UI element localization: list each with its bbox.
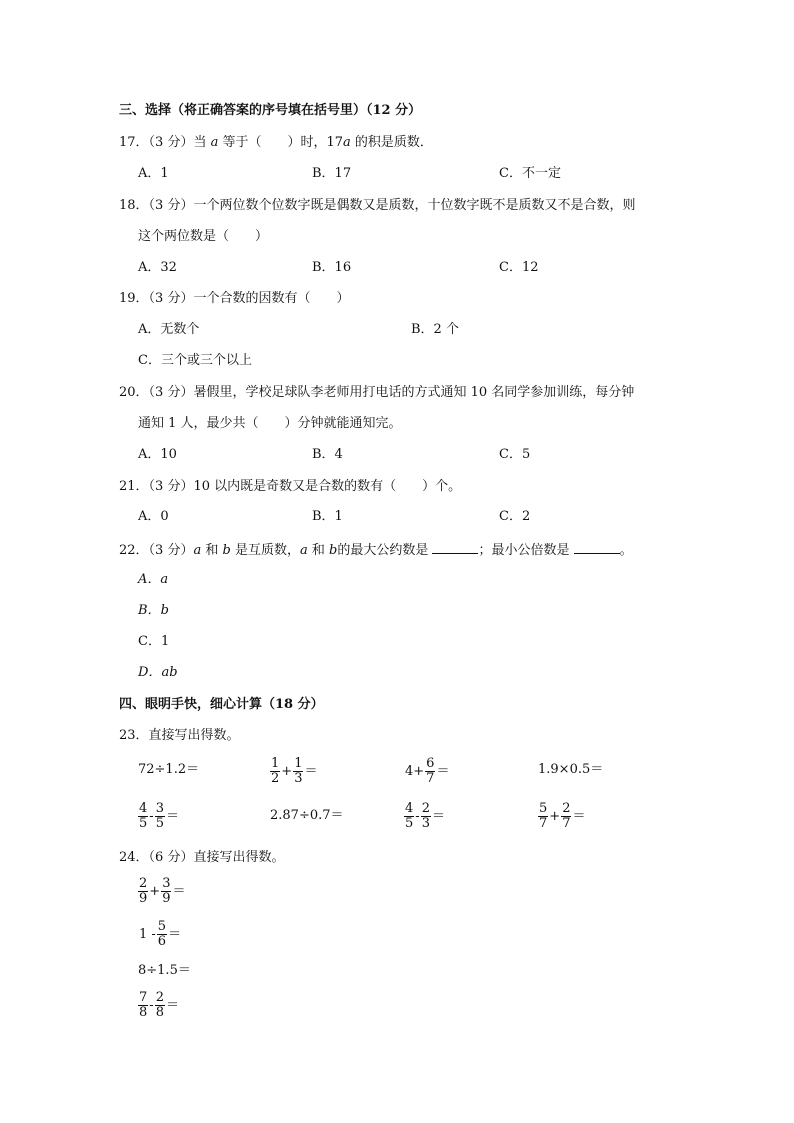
numerator: 6: [426, 756, 435, 771]
q22-var-a: a: [193, 543, 202, 558]
operator: +: [149, 884, 161, 899]
q24-e2-fraction: [157, 920, 167, 949]
q17-option-b: B．17: [312, 166, 352, 181]
q24-expr-3: 8÷1.5＝: [138, 963, 191, 978]
q19-option-a: A．无数个: [138, 322, 200, 337]
denominator: 5: [139, 816, 148, 831]
q23-e5-fraction-1: [138, 802, 148, 831]
q24-e4-fraction-1: [138, 991, 148, 1020]
denominator: 7: [562, 816, 571, 831]
q23-e3-fraction: [425, 757, 435, 786]
question-20-line2: 通知 1 人，最少共（ ）分钟就能通知完。: [138, 416, 402, 431]
q22-var-b-2: b: [328, 543, 338, 558]
q17-option-c: C．不一定: [499, 166, 561, 181]
q22-option-b: [138, 603, 169, 619]
q21-option-b: B．1: [312, 509, 343, 524]
q23-expr-1: 72÷1.2＝: [138, 762, 200, 777]
q20-option-b: B．4: [312, 447, 343, 462]
denominator: 5: [405, 816, 414, 831]
q22-text-coprime: 是互质数，: [230, 543, 300, 558]
q18-option-b: B．16: [312, 260, 352, 275]
q22-var-b: b: [222, 543, 231, 558]
q22-text-end: 。: [619, 543, 633, 558]
denominator: 5: [155, 816, 164, 831]
numerator: 5: [157, 919, 167, 934]
q22-option-d: [138, 665, 178, 681]
denominator: 7: [539, 816, 548, 831]
q22-text-pre: 22．（3 分）: [119, 543, 194, 558]
q24-e1-fraction-1: [138, 877, 148, 906]
q22-option-d-label: D．: [138, 665, 162, 680]
denominator: 9: [139, 891, 148, 906]
operator: -: [149, 998, 154, 1013]
q22-blank-gcd[interactable]: [432, 541, 478, 554]
q23-expr-4: 1.9×0.5＝: [538, 762, 604, 777]
q22-text-and-2: 和: [307, 543, 329, 558]
q22-option-a-value: a: [160, 572, 169, 587]
operator: -: [415, 809, 420, 824]
q17-text-post: 的积是质数．: [350, 135, 433, 150]
q22-option-a: [138, 572, 168, 588]
equals: ＝: [168, 927, 182, 942]
q24-expr-4: [138, 991, 180, 1021]
q22-option-c: C．1: [138, 634, 170, 649]
q19-option-b: B．2 个: [411, 322, 459, 337]
question-17: [119, 135, 433, 151]
q18-option-a: A．32: [138, 260, 177, 275]
numerator: 3: [162, 876, 171, 891]
numerator: 2: [421, 801, 430, 816]
q19-option-c: C．三个或三个以上: [138, 353, 252, 368]
q20-option-a: A．10: [138, 447, 177, 462]
q23-e7-fraction-2: [421, 802, 431, 831]
q22-blank-lcm[interactable]: [574, 541, 620, 554]
numerator: 1: [271, 756, 280, 771]
question-24-title: 24．（6 分）直接写出得数。: [119, 850, 285, 865]
operator: 4+: [405, 764, 425, 779]
operator: +: [281, 764, 293, 779]
q23-expr-2: [270, 757, 318, 787]
q22-text-gcd: 的最大公约数是: [337, 543, 433, 558]
q22-option-b-value: b: [160, 603, 169, 618]
q17-text-mid: 等于（ ）时，17: [218, 135, 344, 150]
denominator: 8: [155, 1005, 164, 1020]
section-3-heading: 三、选择（将正确答案的序号填在括号里）（12 分）: [119, 103, 422, 118]
denominator: 7: [426, 771, 435, 786]
q24-e4-fraction-2: [155, 991, 165, 1020]
denominator: 8: [139, 1005, 148, 1020]
equals: ＝: [172, 884, 186, 899]
q21-option-a: A．0: [138, 509, 169, 524]
numerator: 2: [155, 990, 164, 1005]
q23-e8-fraction-1: [538, 802, 548, 831]
numerator: 7: [139, 990, 148, 1005]
q22-option-a-label: A．: [138, 572, 161, 587]
q23-expr-8: [538, 802, 586, 832]
operator: +: [549, 809, 561, 824]
equals: ＝: [165, 998, 179, 1013]
operator: -: [149, 809, 154, 824]
denominator: 2: [271, 771, 280, 786]
q23-e8-fraction-2: [561, 802, 571, 831]
question-18-line1: 18．（3 分）一个两位数个位数字既是偶数又是质数，十位数字既不是质数又不是合数，则: [119, 198, 636, 213]
q23-expr-6: 2.87÷0.7＝: [270, 808, 344, 823]
equals: ＝: [304, 764, 318, 779]
operator: 1 -: [139, 927, 156, 942]
section-4-heading: 四、眼明手快，细心计算（18 分）: [119, 697, 324, 712]
q24-expr-1: [138, 877, 186, 907]
q17-text-pre: 17．（3 分）当: [119, 135, 211, 150]
q21-option-c: C．2: [499, 509, 531, 524]
q22-option-d-value: ab: [161, 665, 178, 680]
q23-expr-3: [404, 757, 450, 787]
q23-e5-fraction-2: [155, 802, 165, 831]
numerator: 3: [155, 801, 164, 816]
q22-text-and: 和: [201, 543, 223, 558]
q23-expr-7: [404, 802, 446, 832]
q17-var-a2: a: [343, 135, 351, 150]
q20-option-c: C．5: [499, 447, 531, 462]
q24-e1-fraction-2: [161, 877, 171, 906]
numerator: 2: [562, 801, 571, 816]
question-20-line1: 20．（3 分）暑假里，学校足球队李老师用打电话的方式通知 10 名同学参加训练，每分钟: [119, 385, 635, 400]
q23-e7-fraction-1: [404, 802, 414, 831]
q18-option-c: C．12: [499, 260, 539, 275]
question-22: [119, 541, 633, 559]
denominator: 9: [162, 891, 171, 906]
numerator: 4: [405, 801, 414, 816]
question-23-title: 23．直接写出得数。: [119, 728, 240, 743]
equals: ＝: [436, 764, 450, 779]
equals: ＝: [165, 809, 179, 824]
denominator: 3: [421, 816, 430, 831]
numerator: 2: [139, 876, 148, 891]
denominator: 3: [294, 771, 303, 786]
question-19: 19．（3 分）一个合数的因数有（ ）: [119, 291, 350, 306]
q17-var-a: a: [210, 135, 219, 150]
q22-var-a-2: a: [299, 543, 308, 558]
denominator: 6: [157, 934, 167, 949]
q23-e2-fraction-2: [293, 757, 303, 786]
q23-expr-5: [138, 802, 180, 832]
equals: ＝: [431, 809, 445, 824]
numerator: 1: [294, 756, 303, 771]
q22-option-b-label: B．: [138, 603, 161, 618]
equals: ＝: [572, 809, 586, 824]
question-18-line2: 这个两位数是（ ）: [138, 229, 269, 244]
question-21: 21．（3 分）10 以内既是奇数又是合数的数有（ ）个。: [119, 479, 462, 494]
q17-option-a: A．1: [138, 166, 169, 181]
numerator: 5: [539, 801, 548, 816]
q24-expr-2: [138, 920, 182, 950]
q22-text-lcm: ；最小公倍数是: [478, 543, 574, 558]
numerator: 4: [139, 801, 148, 816]
q23-e2-fraction-1: [270, 757, 280, 786]
